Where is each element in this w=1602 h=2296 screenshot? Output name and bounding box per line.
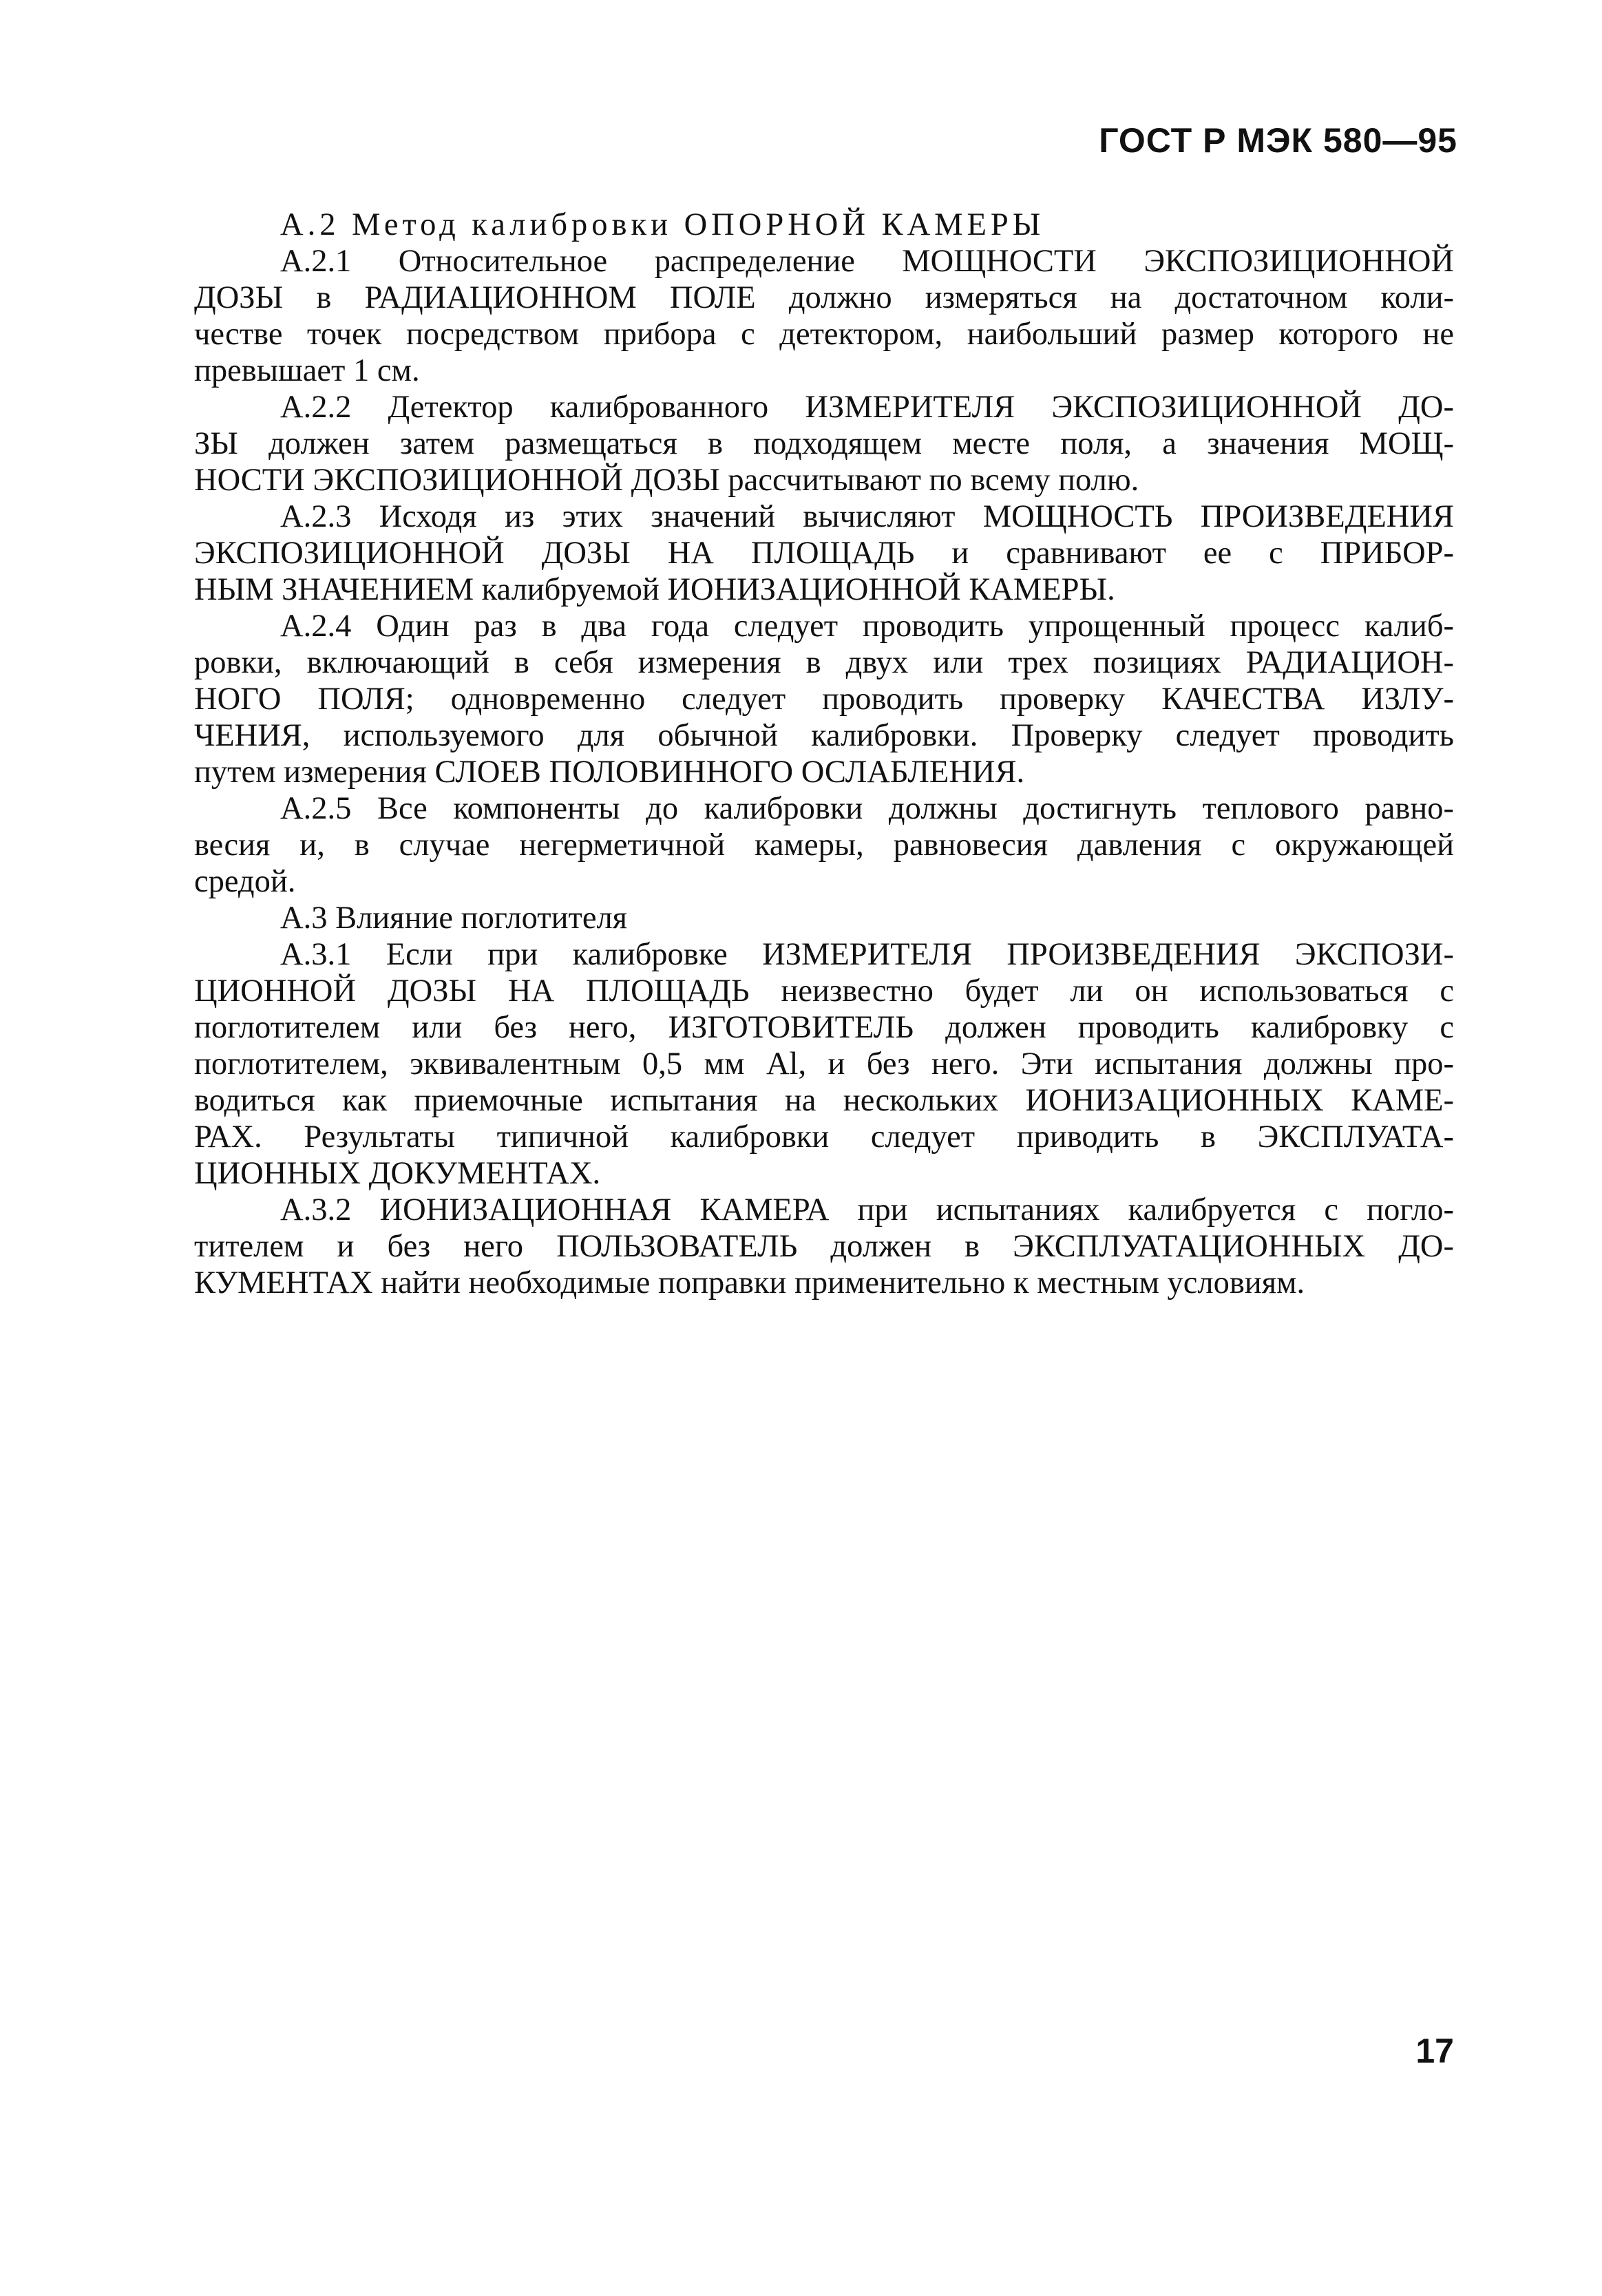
- text-line: А.2.4 Один раз в два года следует проводить упрощенный процесс калиб-: [280, 609, 1454, 644]
- document-header: ГОСТ Р МЭК 580—95: [1099, 121, 1457, 160]
- text-line: ЧЕНИЯ, используемого для обычной калибровки. Проверку следует проводить: [194, 718, 1454, 753]
- text-line: А.2.3 Исходя из этих значений вычисляют МОЩНОСТЬ ПРОИЗВЕДЕНИЯ: [280, 499, 1454, 534]
- text-line: средой.: [194, 864, 296, 899]
- text-line: ЦИОННЫХ ДОКУМЕНТАХ.: [194, 1156, 601, 1191]
- text-line: НОСТИ ЭКСПОЗИЦИОННОЙ ДОЗЫ рассчитывают по всему полю.: [194, 463, 1139, 498]
- text-line: поглотителем, эквивалентным 0,5 мм Al, и без него. Эти испытания должны про-: [194, 1046, 1454, 1082]
- text-line: РАХ. Результаты типичной калибровки следует приводить в ЭКСПЛУАТА-: [194, 1119, 1454, 1155]
- text-line: ЦИОННОЙ ДОЗЫ НА ПЛОЩАДЬ неизвестно будет ли он использоваться с: [194, 973, 1454, 1009]
- text-line: А.2.1 Относительное распределение МОЩНОСТИ ЭКСПОЗИЦИОННОЙ: [280, 244, 1454, 279]
- text-line: превышает 1 см.: [194, 353, 420, 388]
- text-line: А.3 Влияние поглотителя: [280, 901, 628, 936]
- text-line: А.3.2 ИОНИЗАЦИОННАЯ КАМЕРА при испытаниях калибруется с погло-: [280, 1192, 1454, 1228]
- text-line: ЭКСПОЗИЦИОННОЙ ДОЗЫ НА ПЛОЩАДЬ и сравнивают ее с ПРИБОР-: [194, 536, 1454, 571]
- text-line: А.2.2 Детектор калиброванного ИЗМЕРИТЕЛЯ ЭКСПОЗИЦИОННОЙ ДО-: [280, 390, 1454, 425]
- text-line: ДОЗЫ в РАДИАЦИОННОМ ПОЛЕ должно измеряться на достаточном коли-: [194, 280, 1454, 315]
- text-line: A.2 Метод калибровки ОПОРНОЙ КАМЕРЫ: [280, 207, 1045, 242]
- text-line: А.3.1 Если при калибровке ИЗМЕРИТЕЛЯ ПРОИЗВЕДЕНИЯ ЭКСПОЗИ-: [280, 937, 1454, 972]
- text-line: НОГО ПОЛЯ; одновременно следует проводить проверку КАЧЕСТВА ИЗЛУ-: [194, 682, 1454, 717]
- document-body: [194, 207, 1454, 1301]
- text-line: тителем и без него ПОЛЬЗОВАТЕЛЬ должен в ЭКСПЛУАТАЦИОННЫХ ДО-: [194, 1229, 1454, 1264]
- text-line: ЗЫ должен затем размещаться в подходящем месте поля, а значения МОЩ-: [194, 426, 1454, 461]
- page-number: 17: [1415, 2032, 1454, 2070]
- text-line: КУМЕНТАХ найти необходимые поправки применительно к местным условиям.: [194, 1265, 1305, 1300]
- text-line: путем измерения СЛОЕВ ПОЛОВИННОГО ОСЛАБЛЕНИЯ.: [194, 755, 1025, 790]
- text-line: честве точек посредством прибора с детектором, наибольший размер которого не: [194, 317, 1454, 352]
- text-line: НЫМ ЗНАЧЕНИЕМ калибруемой ИОНИЗАЦИОННОЙ КАМЕРЫ.: [194, 572, 1115, 607]
- text-line: ровки, включающий в себя измерения в двух или трех позициях РАДИАЦИОН-: [194, 645, 1454, 680]
- text-line: поглотителем или без него, ИЗГОТОВИТЕЛЬ должен проводить калибровку с: [194, 1010, 1454, 1045]
- text-line: весия и, в случае негерметичной камеры, равновесия давления с окружающей: [194, 828, 1454, 863]
- text-line: А.2.5 Все компоненты до калибровки должны достигнуть теплового равно-: [280, 791, 1454, 826]
- text-line: водиться как приемочные испытания на нескольких ИОНИЗАЦИОННЫХ КАМЕ-: [194, 1083, 1454, 1118]
